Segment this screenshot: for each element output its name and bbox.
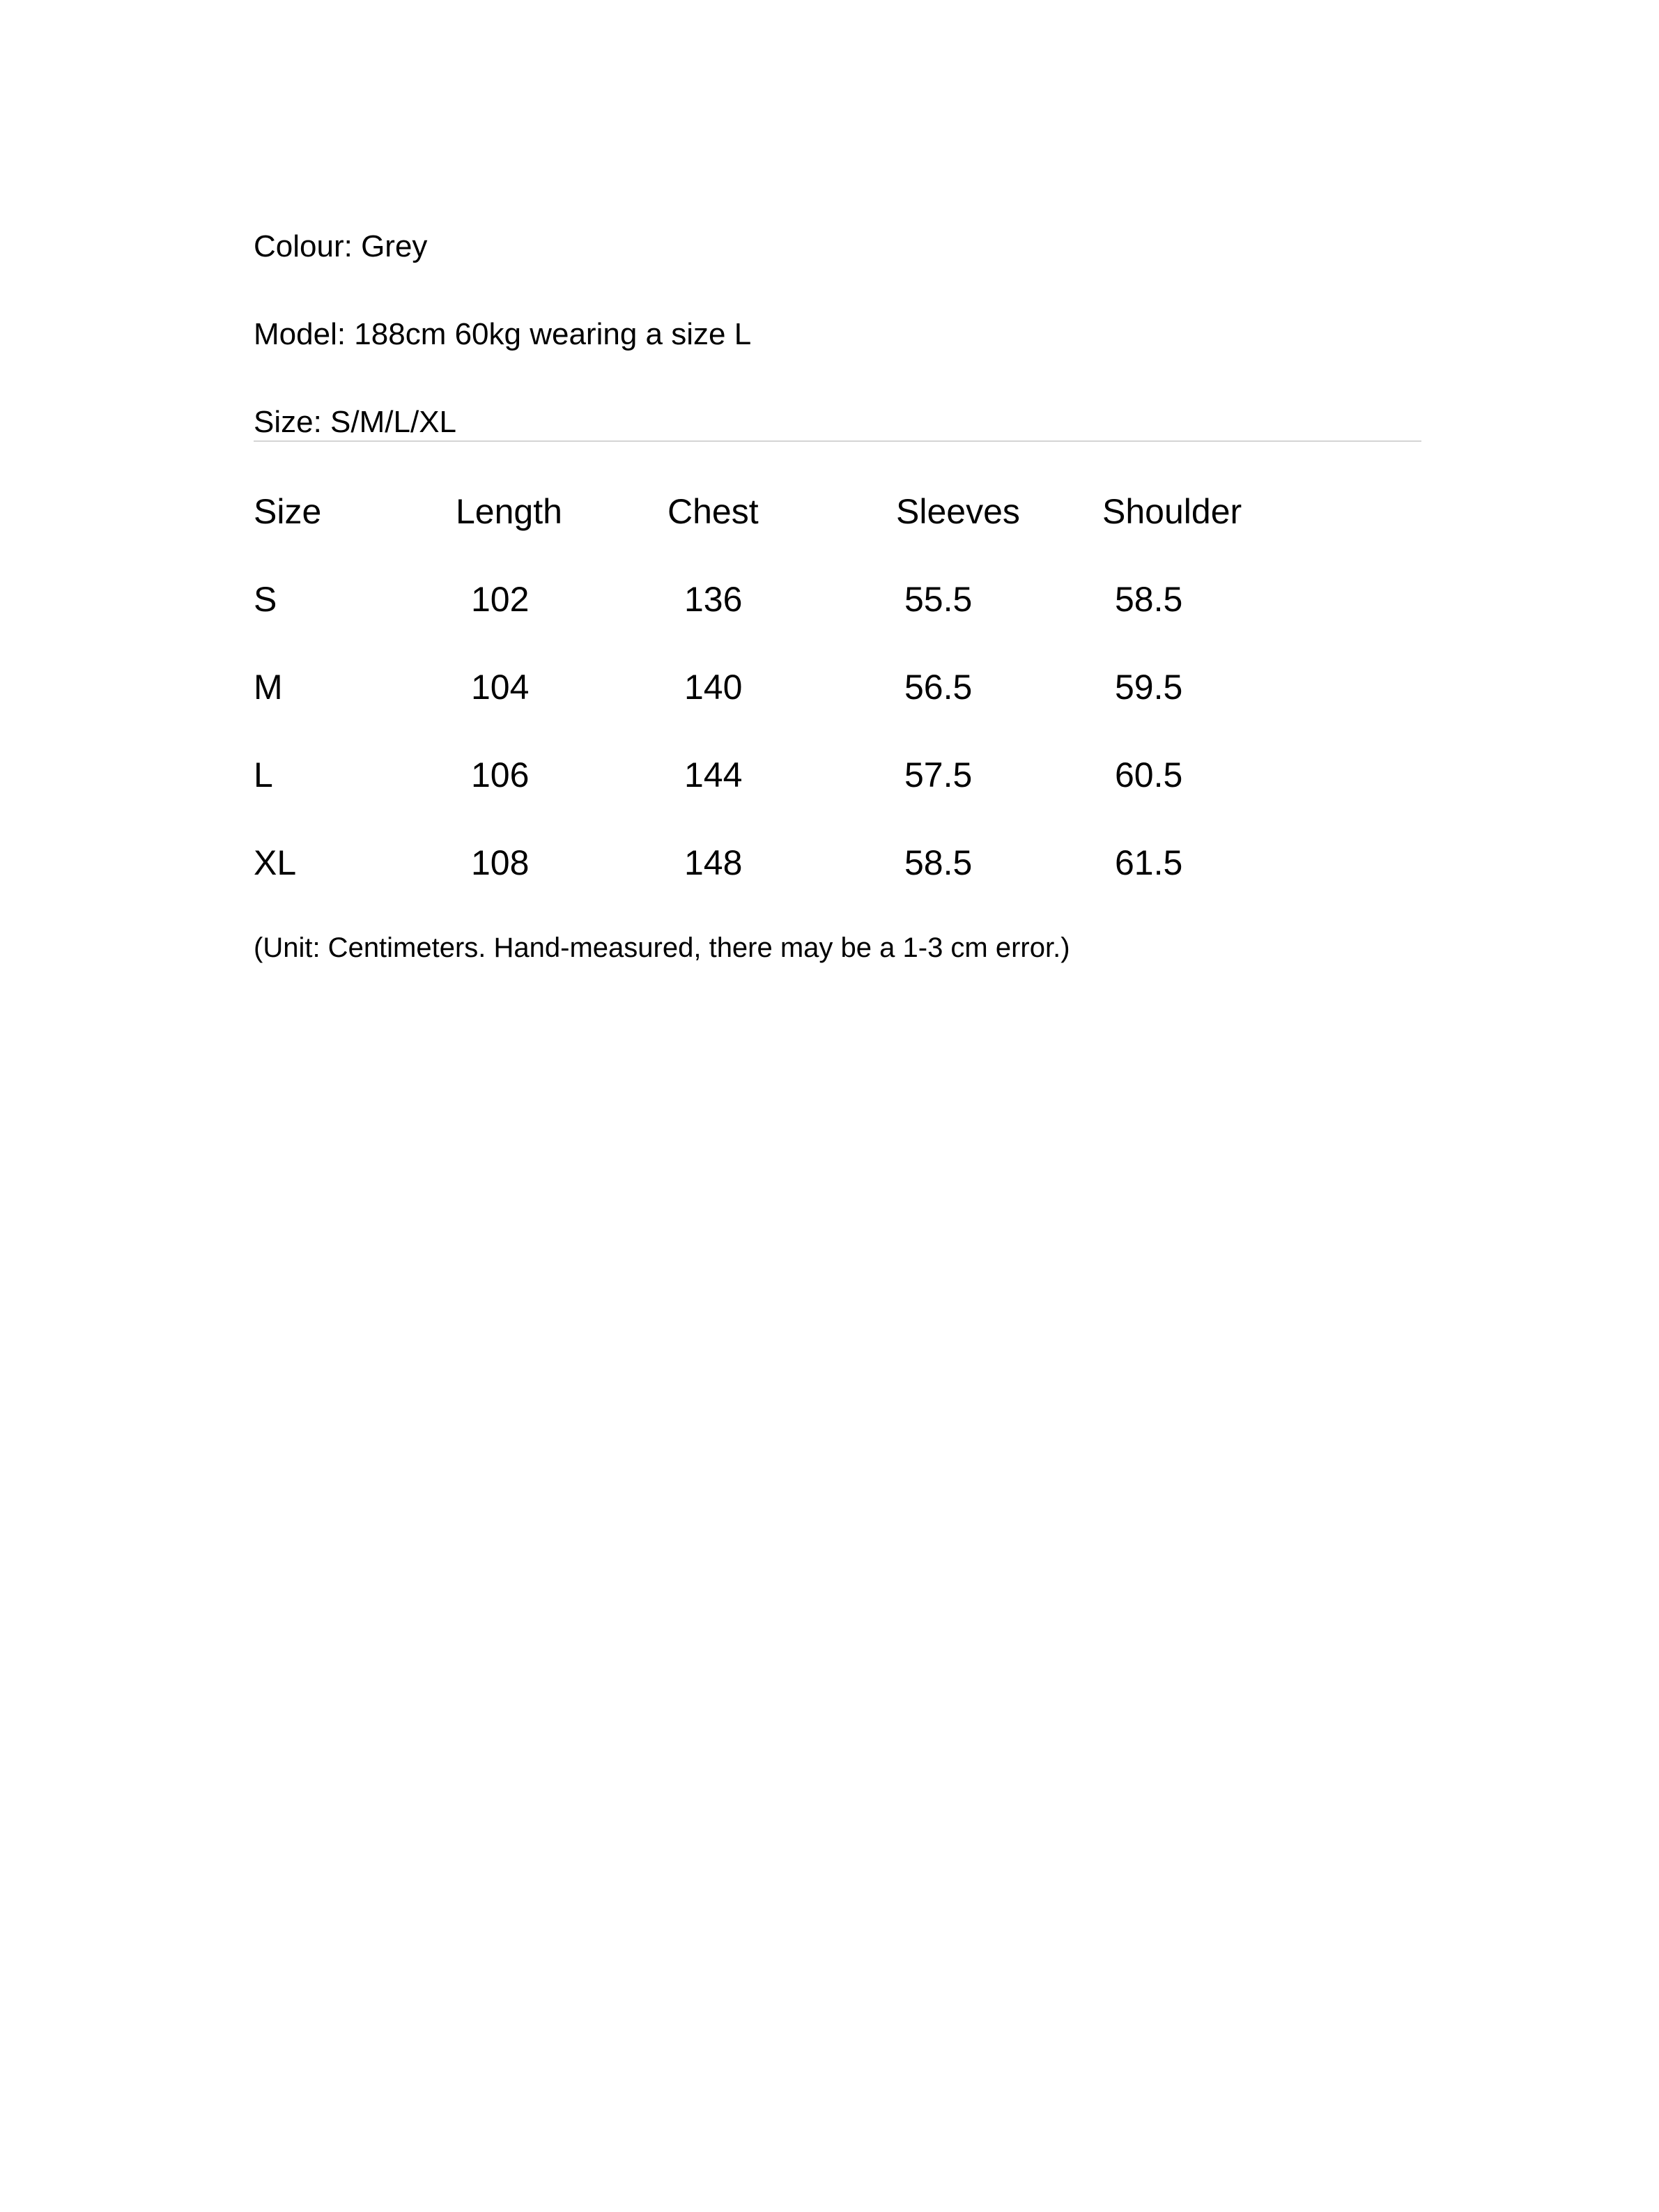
cell-size: S <box>254 580 277 619</box>
header-chest: Chest <box>668 492 759 531</box>
measurement-footnote: (Unit: Centimeters. Hand-measured, there may be a 1-3 cm error.) <box>254 932 1070 963</box>
colour-line: Colour: Grey <box>254 229 428 263</box>
cell-sleeves: 57.5 <box>904 755 973 794</box>
cell-shoulder: 61.5 <box>1115 843 1183 882</box>
cell-length: 108 <box>471 843 530 882</box>
cell-shoulder: 58.5 <box>1115 580 1183 619</box>
cell-chest: 140 <box>684 668 743 707</box>
cell-size: XL <box>254 843 297 882</box>
cell-length: 104 <box>471 668 530 707</box>
header-shoulder: Shoulder <box>1102 492 1242 531</box>
header-sleeves: Sleeves <box>896 492 1020 531</box>
divider <box>254 440 1421 442</box>
header-length: Length <box>456 492 562 531</box>
cell-chest: 144 <box>684 755 743 794</box>
cell-sleeves: 55.5 <box>904 580 973 619</box>
model-line: Model: 188cm 60kg wearing a size L <box>254 317 752 351</box>
cell-sleeves: 56.5 <box>904 668 973 707</box>
cell-chest: 136 <box>684 580 743 619</box>
cell-length: 106 <box>471 755 530 794</box>
header-size: Size <box>254 492 322 531</box>
cell-shoulder: 60.5 <box>1115 755 1183 794</box>
cell-shoulder: 59.5 <box>1115 668 1183 707</box>
cell-size: M <box>254 668 283 707</box>
cell-size: L <box>254 755 273 794</box>
cell-length: 102 <box>471 580 530 619</box>
cell-sleeves: 58.5 <box>904 843 973 882</box>
cell-chest: 148 <box>684 843 743 882</box>
size-options-line: Size: S/M/L/XL <box>254 405 457 439</box>
